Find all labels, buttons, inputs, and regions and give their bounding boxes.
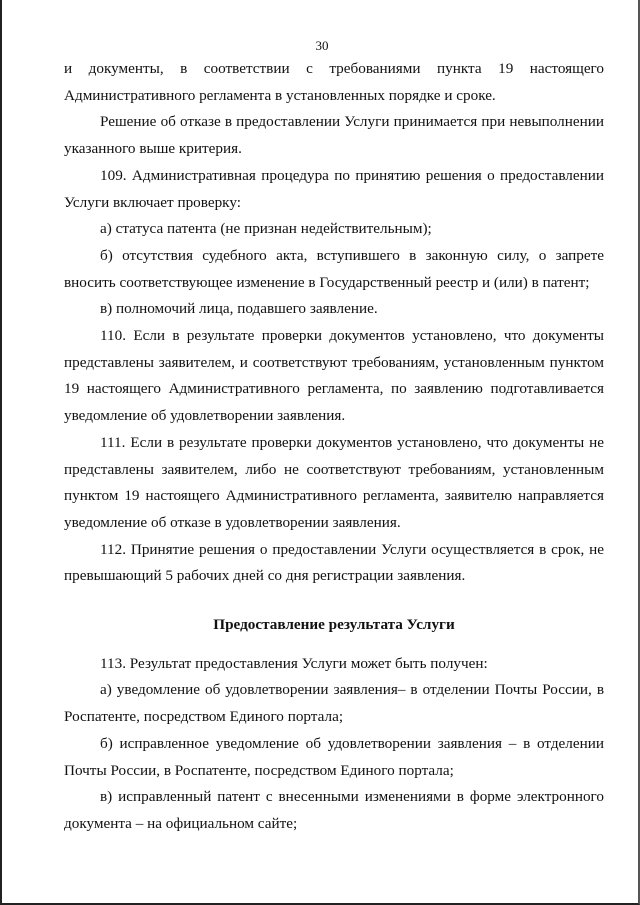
paragraph: и документы, в соответствии с требованиями пункта 19 настоящего Административного регламента в установленных порядке и сроке. <box>64 60 604 104</box>
paragraph: а) уведомление об удовлетворении заявления– в отделении Почты России, в Роспатенте, посредством Единого портала; <box>64 681 604 726</box>
paragraph: в) исправленный патент с внесенными изменениями в форме электронного документа – на официальном сайте; <box>64 788 604 832</box>
section-heading: Предоставление результата Услуги <box>213 616 455 634</box>
paragraphs-after-heading <box>64 651 604 838</box>
document-body <box>64 56 604 838</box>
paragraph: б) отсутствия судебного акта, вступившего в законную силу, о запрете вносить соответствующее изменение в Государственный реестр и (или) в патент; <box>64 246 604 291</box>
paragraphs-before-heading <box>64 56 604 590</box>
paragraph: 111. Если в результате проверки документов установлено, что документы не представлены заявителем, либо не соответствуют требованиям, установленным пунктом 19 настоящего Административного регламента, заявителю направляется уведомление об отказе в удовлетворении заявления. <box>64 433 604 531</box>
page-number: 30 <box>315 38 329 53</box>
paragraph: 112. Принятие решения о предоставлении Услуги осуществляется в срок, не превышающий 5 рабочих дней со дня регистрации заявления. <box>64 540 604 585</box>
paragraph: в) полномочий лица, подавшего заявление. <box>100 300 378 318</box>
paragraph: 109. Административная процедура по принятию решения о предоставлении Услуги включает проверку: <box>64 166 604 211</box>
paragraph: 110. Если в результате проверки документов установлено, что документы представлены заявителем, и соответствуют требованиям, установленным пунктом 19 настоящего Административного регламента, по заявлению подготавливается уведомление об удовлетворении заявления. <box>64 327 604 425</box>
paragraph: Решение об отказе в предоставлении Услуги принимается при невыполнении указанного выше критерия. <box>64 113 604 158</box>
paragraph: а) статуса патента (не признан недействительным); <box>100 220 432 238</box>
paragraph: б) исправленное уведомление об удовлетворении заявления – в отделении Почты России, в Роспатенте, посредством Единого портала; <box>64 734 604 779</box>
paragraph: 113. Результат предоставления Услуги может быть получен: <box>100 654 488 672</box>
